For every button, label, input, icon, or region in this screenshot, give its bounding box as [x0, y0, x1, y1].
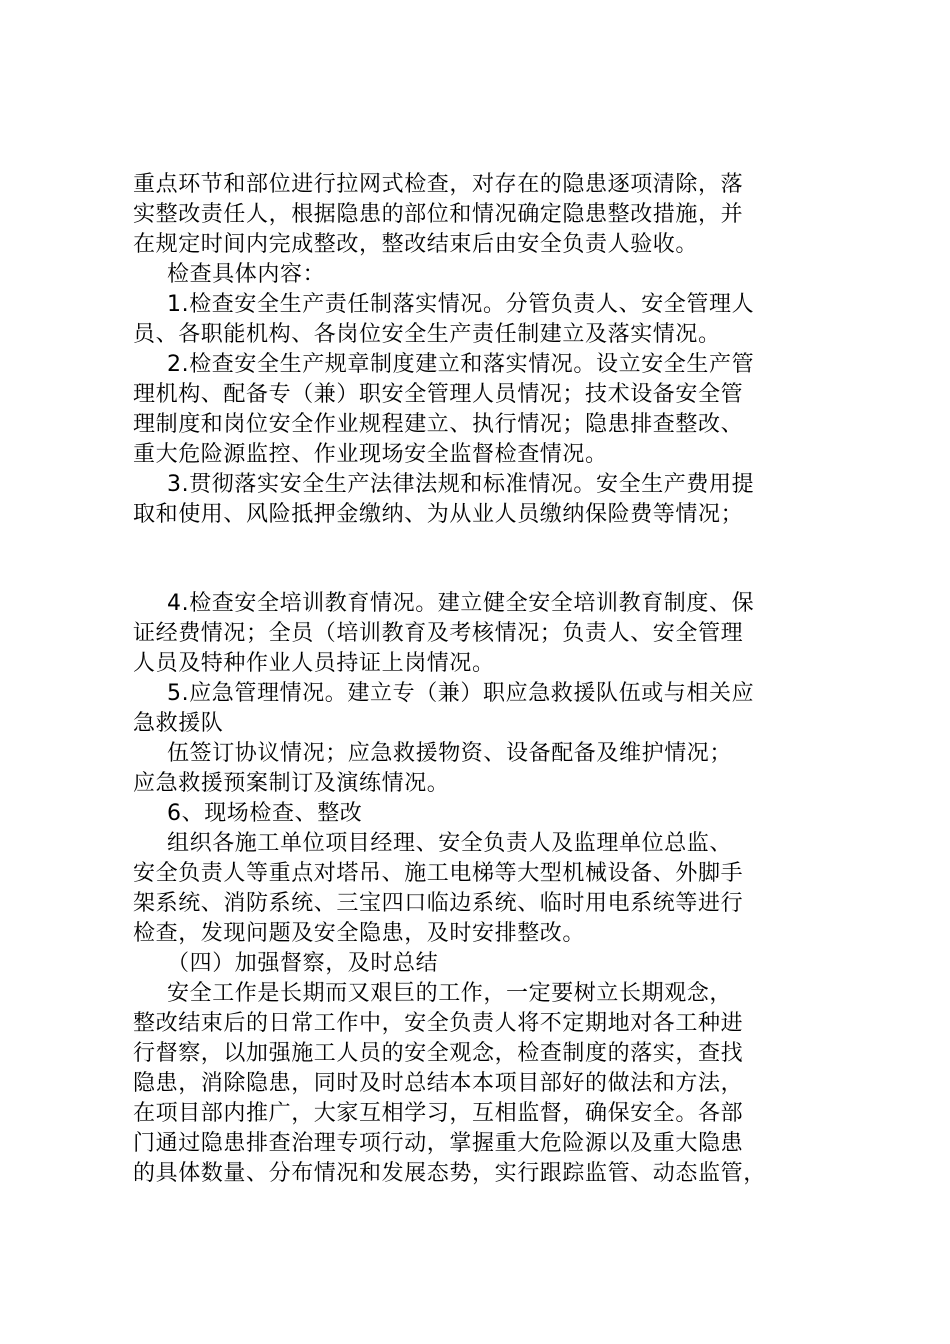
- text-line: 安全负责人等重点对塔吊、施工电梯等大型机械设备、外脚手: [133, 861, 744, 886]
- text-line: 在规定时间内完成整改，整改结束后由安全负责人验收。: [133, 232, 699, 257]
- text-line: 4.检查安全培训教育情况。建立健全安全培训教育制度、保: [167, 591, 755, 616]
- text-line: 检查，发现问题及安全隐患，及时安排整改。: [133, 921, 586, 946]
- text-line: 应急救援预案制订及演练情况。: [133, 771, 450, 796]
- text-line: 证经费情况；全员（培训教育及考核情况；负责人、安全管理: [133, 621, 744, 646]
- section-heading: 检查具体内容：: [167, 262, 326, 287]
- text-line: 伍签订协议情况；应急救援物资、设备配备及维护情况；: [167, 741, 733, 766]
- text-line: 隐患，消除隐患，同时及时总结本本项目部好的做法和方法，: [133, 1071, 744, 1096]
- body-text: [133, 170, 833, 1189]
- text-line: 行督察，以加强施工人员的安全观念，检查制度的落实，查找: [133, 1041, 744, 1066]
- text-line: 实整改责任人，根据隐患的部位和情况确定隐患整改措施，并: [133, 202, 744, 227]
- text-line: 员、各职能机构、各岗位安全生产责任制建立及落实情况。: [133, 322, 721, 347]
- text-line: 组织各施工单位项目经理、安全负责人及监理单位总监、: [167, 831, 733, 856]
- text-line: 1.检查安全生产责任制落实情况。分管负责人、安全管理人: [167, 292, 755, 317]
- text-line: 人员及特种作业人员持证上岗情况。: [133, 651, 495, 676]
- section-heading: 6、现场检查、整改: [167, 801, 363, 826]
- text-line: 3.贯彻落实安全生产法律法规和标准情况。安全生产费用提: [167, 472, 755, 497]
- text-line: 理制度和岗位安全作业规程建立、执行情况；隐患排查整改、: [133, 412, 744, 437]
- text-line: 重点环节和部位进行拉网式检查，对存在的隐患逐项清除，落: [133, 172, 744, 197]
- text-line: 在项目部内推广，大家互相学习，互相监督，确保安全。各部: [133, 1101, 744, 1126]
- text-line: 取和使用、风险抵押金缴纳、为从业人员缴纳保险费等情况；: [133, 502, 744, 527]
- text-line: 5.应急管理情况。建立专（兼）职应急救援队伍或与相关应: [167, 681, 755, 706]
- text-line: 门通过隐患排查治理专项行动，掌握重大危险源以及重大隐患: [133, 1131, 744, 1156]
- text-line: 理机构、配备专（兼）职安全管理人员情况；技术设备安全管: [133, 382, 744, 407]
- text-line: 架系统、消防系统、三宝四口临边系统、临时用电系统等进行: [133, 891, 744, 916]
- blank-gap: [133, 530, 833, 589]
- text-line: 安全工作是长期而又艰巨的工作，一定要树立长期观念，: [167, 981, 733, 1006]
- text-line: 重大危险源监控、作业现场安全监督检查情况。: [133, 442, 608, 467]
- text-line: 2.检查安全生产规章制度建立和落实情况。设立安全生产管: [167, 352, 755, 377]
- text-line: 急救援队: [133, 711, 224, 736]
- text-line: 整改结束后的日常工作中，安全负责人将不定期地对各工种进: [133, 1011, 744, 1036]
- section-heading: （四）加强督察，及时总结: [167, 951, 439, 976]
- text-line: 的具体数量、分布情况和发展态势，实行跟踪监管、动态监管，: [133, 1161, 766, 1186]
